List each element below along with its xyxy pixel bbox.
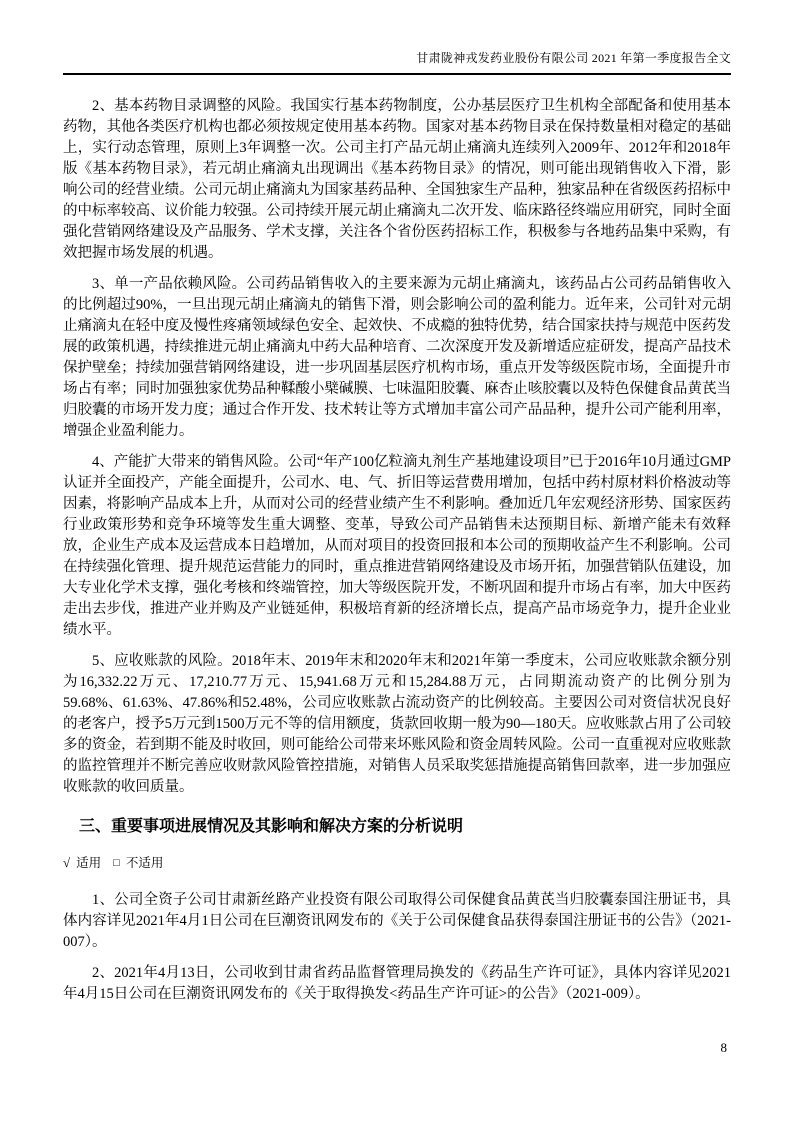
report-header-title: 甘肃陇神戎发药业股份有限公司 2021 年第一季度报告全文 — [416, 51, 731, 65]
risk-paragraph-capacity-expansion: 4、产能扩大带来的销售风险。公司“年产100亿粒滴丸剂生产基地建设项目”已于2016年10月通过GMP认证并全面投产，产能全面提升，公司水、电、气、折旧等运营费用增加，包括中药村原材料价格波动等因素，将影响产品成本上升，从而对公司的经营业绩产生不利影响。叠加近几年宏观经济形势、国家医药行业政策形势和竞争环境等发生重大调整、变革，导致公司产品销售未达预期目标、新增产能未有效释放，企业生产成本及运营成本日趋增加，从而对项目的投资回报和本公司的预期收益产生不利影响。公司在持续强化管理、提升规范运营能力的同时，重点推进营销网络建设及市场开拓，加强营销队伍建设，加大专业化学术支撑，强化考核和终端管控，加大等级医院开发，不断巩固和提升市场占有率，加大中医药走出去步伐，推进产业并购及产业链延伸，积极培育新的经济增长点，提高产品市场竞争力，提升企业业绩水平。 — [63, 454, 731, 638]
page-content — [63, 50, 731, 1015]
not-applicable-checkbox-icon: □ — [113, 857, 120, 869]
page-header — [63, 50, 731, 75]
progress-paragraph-thailand-registration: 1、公司全资子公司甘肃新丝路产业投资有限公司取得公司保健食品黄芪当归胶囊泰国注册证书，具体内容详见2021年4月1日公司在巨潮资讯网发布的《关于公司保健食品获得泰国注册证书的公告》（2021-007）。 — [63, 892, 731, 950]
applicability-row — [63, 855, 731, 871]
applicable-label: 适用 — [76, 856, 102, 870]
risk-paragraph-basic-drug-list: 2、基本药物目录调整的风险。我国实行基本药物制度，公办基层医疗卫生机构全部配备和使用基本药物，其他各类医疗机构也都必须按规定使用基本药物。国家对基本药物目录在保持数量相对稳定的基础上，实行动态管理，原则上3年调整一次。公司主打产品元胡止痛滴丸连续列入2009年、2012年和2018年版《基本药物目录》，若元胡止痛滴丸出现调出《基本药物目录》的情况，则可能出现销售收入下滑，影响公司的经营业绩。公司元胡止痛滴丸为国家基药品种、全国独家生产品种，独家品种在省级医药招标中的中标率较高、议价能力较强。公司持续开展元胡止痛滴丸二次开发、临床路径终端应用研究，同时全面强化营销网络建设及产品服务、学术支撑，关注各个省份医药招标工作，积极参与各地药品集中采购，有效把握市场发展的机遇。 — [63, 98, 731, 261]
progress-paragraph-drug-production-license: 2、2021年4月13日，公司收到甘肃省药品监督管理局换发的《药品生产许可证》，具体内容详见2021年4月15日公司在巨潮资讯网发布的《关于取得换发<药品生产许可证>的公告》（2021-009）。 — [63, 965, 731, 1002]
applicable-check-icon: √ — [63, 855, 71, 870]
risk-paragraph-single-product-dependence: 3、单一产品依赖风险。公司药品销售收入的主要来源为元胡止痛滴丸，该药品占公司药品销售收入的比例超过90%，一旦出现元胡止痛滴丸的销售下滑，则会影响公司的盈利能力。近年来，公司针对元胡止痛滴丸在轻中度及慢性疼痛领域绿色安全、起效快、不成瘾的独特优势，结合国家扶持与规范中医药发展的政策机遇，持续推进元胡止痛滴丸中药大品种培育、二次深度开发及新增适应症研发，提高产品技术保护壁垒；持续加强营销网络建设，进一步巩固基层医疗机构市场，重点开发等级医院市场，全面提升市场占有率；同时加强独家优势品种鞣酸小檗碱膜、七味温阳胶囊、麻杏止咳胶囊以及特色保健食品黄芪当归胶囊的市场开发力度；通过合作开发、技术转让等方式增加丰富公司产品品种，提升公司产能利用率，增强企业盈利能力。 — [63, 276, 731, 439]
risk-paragraph-accounts-receivable: 5、应收账款的风险。2018年末、2019年末和2020年末和2021年第一季度末，公司应收账款余额分别为16,332.22万元、17,210.77万元、15,941.68万元和15,284.88万元，占同期流动资产的比例分别为59.68%、61.63%、47.86%和52.48%，公司应收账款占流动资产的比例较高。主要因公司对资信状况良好的老客户，授予5万元到1500万元不等的信用额度，货款回收期一般为90—180天。应收账款占用了公司较多的资金，若到期不能及时收回，则可能给公司带来坏账风险和资金周转风险。公司一直重视对应收账款的监控管理并不断完善应收财款风险管控措施，对销售人员采取奖惩措施提高销售回款率，进一步加强应收账款的收回质量。 — [63, 653, 731, 795]
page-number: 8 — [720, 1040, 727, 1055]
section-three-heading: 三、重要事项进展情况及其影响和解决方案的分析说明 — [79, 818, 464, 835]
not-applicable-label: 不适用 — [125, 856, 164, 870]
